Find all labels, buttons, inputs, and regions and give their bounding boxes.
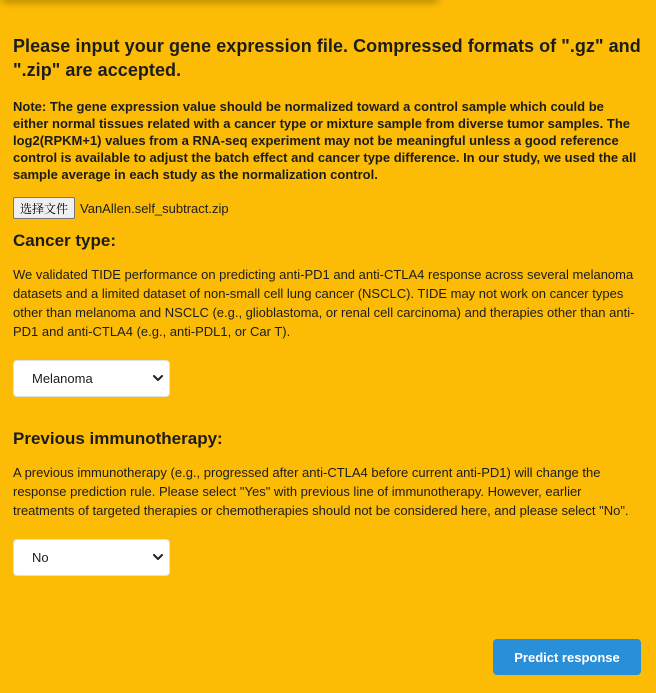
page-title: Please input your gene expression file. Compressed formats of ".gz" and ".zip" are accepted.	[13, 36, 641, 80]
choose-file-button[interactable]: 选择文件	[13, 197, 75, 219]
cancer-type-select[interactable]	[13, 360, 170, 397]
selected-file-name: VanAllen.self_subtract.zip	[80, 200, 229, 216]
chevron-down-icon	[153, 374, 163, 384]
previous-immunotherapy-description: A previous immunotherapy (e.g., progressed after anti-CTLA4 before current anti-PD1) will change the response prediction rule. Please select "Yes" with previous line of immunotherapy. However, earlier treatments of targeted therapies or chemotherapies should not be considered here, and please select "No".	[13, 465, 629, 518]
previous-immunotherapy-select[interactable]	[13, 539, 170, 576]
file-upload-row	[13, 197, 643, 219]
cancer-type-heading: Cancer type:	[13, 231, 116, 250]
predict-response-button[interactable]: Predict response	[493, 639, 641, 675]
previous-immunotherapy-heading: Previous immunotherapy:	[13, 429, 223, 448]
chevron-down-icon	[153, 553, 163, 563]
previous-immunotherapy-selected-value: No	[32, 550, 49, 565]
cancer-type-selected-value: Melanoma	[32, 371, 93, 386]
normalization-note: Note: The gene expression value should be normalized toward a control sample which could be either normal tissues related with a cancer type or mixture sample from diverse tumor samples. The log2(RPKM+1) values from a RNA-seq experiment may not be meaningful unless a good reference control is available to adjust the batch effect and cancer type difference. In our study, we used the all sample average in each study as the normalization control.	[13, 99, 637, 182]
upload-form	[13, 34, 643, 576]
cancer-type-description: We validated TIDE performance on predicting anti-PD1 and anti-CTLA4 response across several melanoma datasets and a limited dataset of non-small cell lung cancer (NSCLC). TIDE may not work on cancer types other than melanoma and NSCLC (e.g., glioblastoma, or renal cell carcinoma) and therapies other than anti-PD1 and anti-CTLA4 (e.g., anti-PDL1, or Car T).	[13, 267, 635, 339]
